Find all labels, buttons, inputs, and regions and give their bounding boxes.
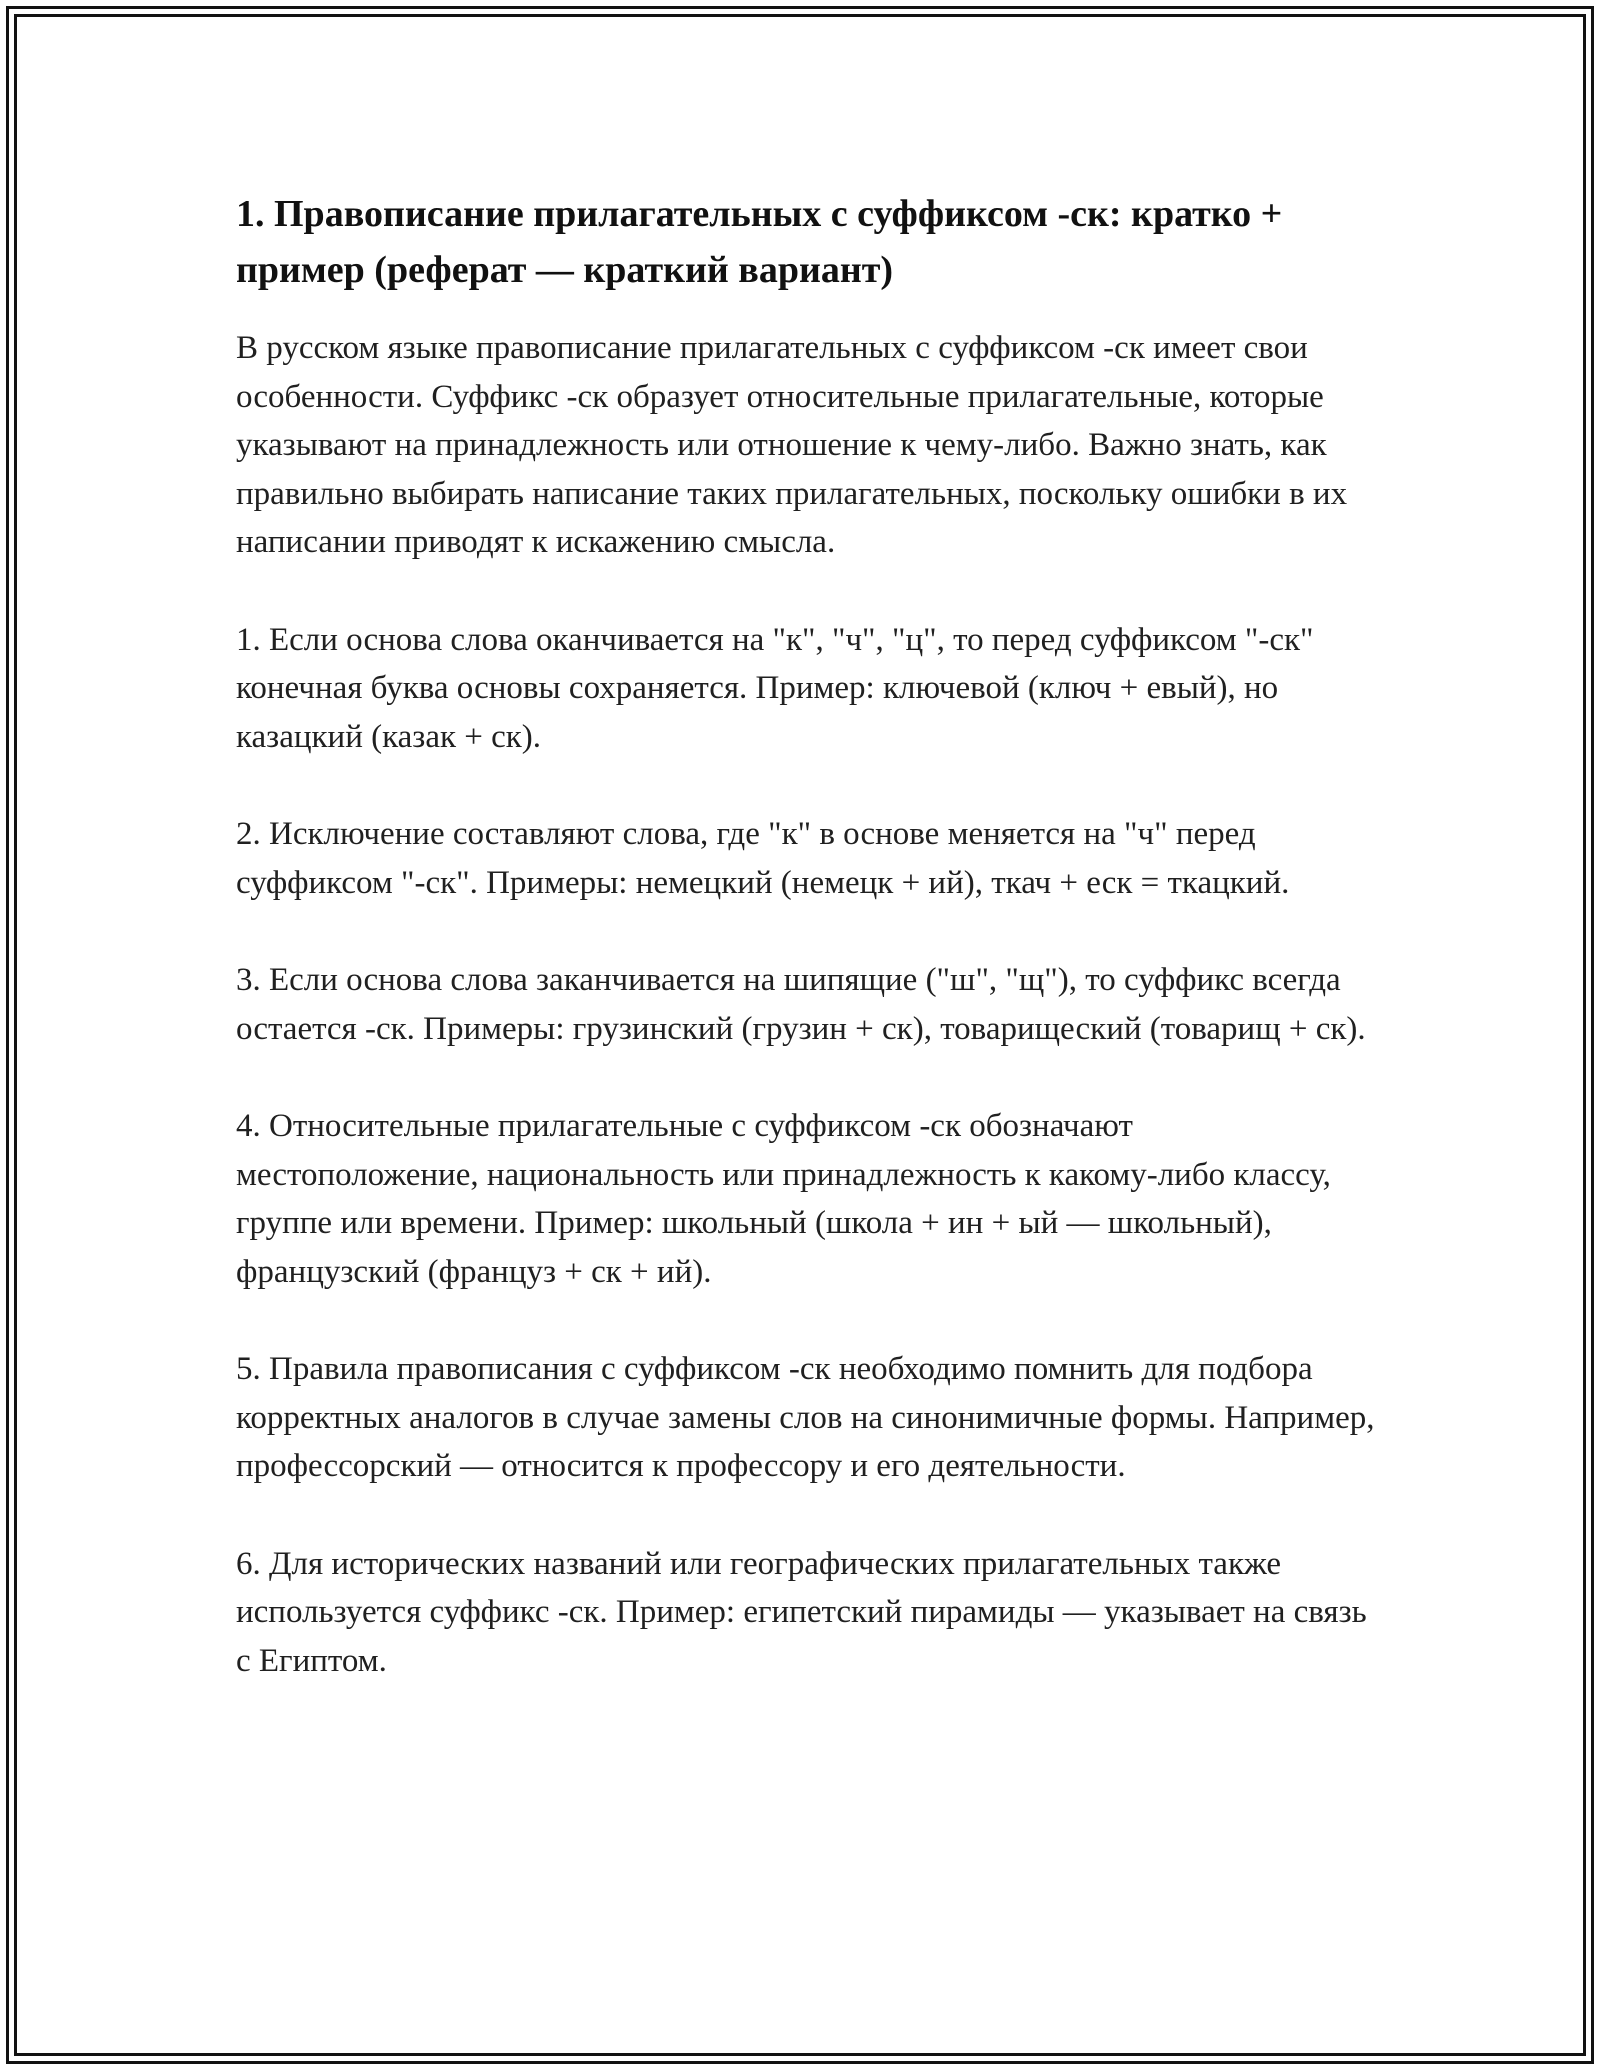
rule-point-1: 1. Если основа слова оканчивается на "к", "ч", "ц", то перед суффиксом "-ск" конечная буква основы сохраняется. Пример: ключевой (ключ + евый), но казацкий (казак + ск). [236, 621, 1314, 755]
document-title: 1. Правописание прилагательных с суффиксом -ск: кратко + пример (реферат — краткий вариант) [236, 193, 1283, 291]
rule-point-3: 3. Если основа слова заканчивается на шипящие ("ш", "щ"), то суффикс всегда остается -ск. Примеры: грузинский (грузин + ск), товарищеский (товарищ + ск). [236, 962, 1366, 1047]
rule-point-2: 2. Исключение составляют слова, где "к" в основе меняется на "ч" перед суффиксом "-ск". Примеры: немецкий (немецк + ий), ткач + еск = ткацкий. [236, 816, 1290, 901]
rule-point-6: 6. Для исторических названий или географических прилагательных также используется суффикс -ск. Пример: египетский пирамиды — указывает на связь с Египтом. [236, 1545, 1367, 1679]
document-body [236, 186, 1376, 1734]
rule-point-5: 5. Правила правописания с суффиксом -ск необходимо помнить для подбора корректных аналогов в случае замены слов на синонимичные формы. Например, профессорский — относится к профессору и его деятельности. [236, 1351, 1375, 1484]
rule-point-4: 4. Относительные прилагательные с суффиксом -ск обозначают местоположение, национальность или принадлежность к какому-либо классу, группе или времени. Пример: школьный (школа + ин + ый — школьный), французский (француз + ск + ий). [236, 1108, 1331, 1290]
intro-paragraph: В русском языке правописание прилагательных с суффиксом -ск имеет свои особенности. Суффикс -ск образует относительные прилагательные, которые указывают на принадлежность или отношение к чему-либо. Важно знать, как правильно выбирать написание таких прилагательных, поскольку ошибки в их написании приводят к искажению смысла. [236, 330, 1348, 560]
